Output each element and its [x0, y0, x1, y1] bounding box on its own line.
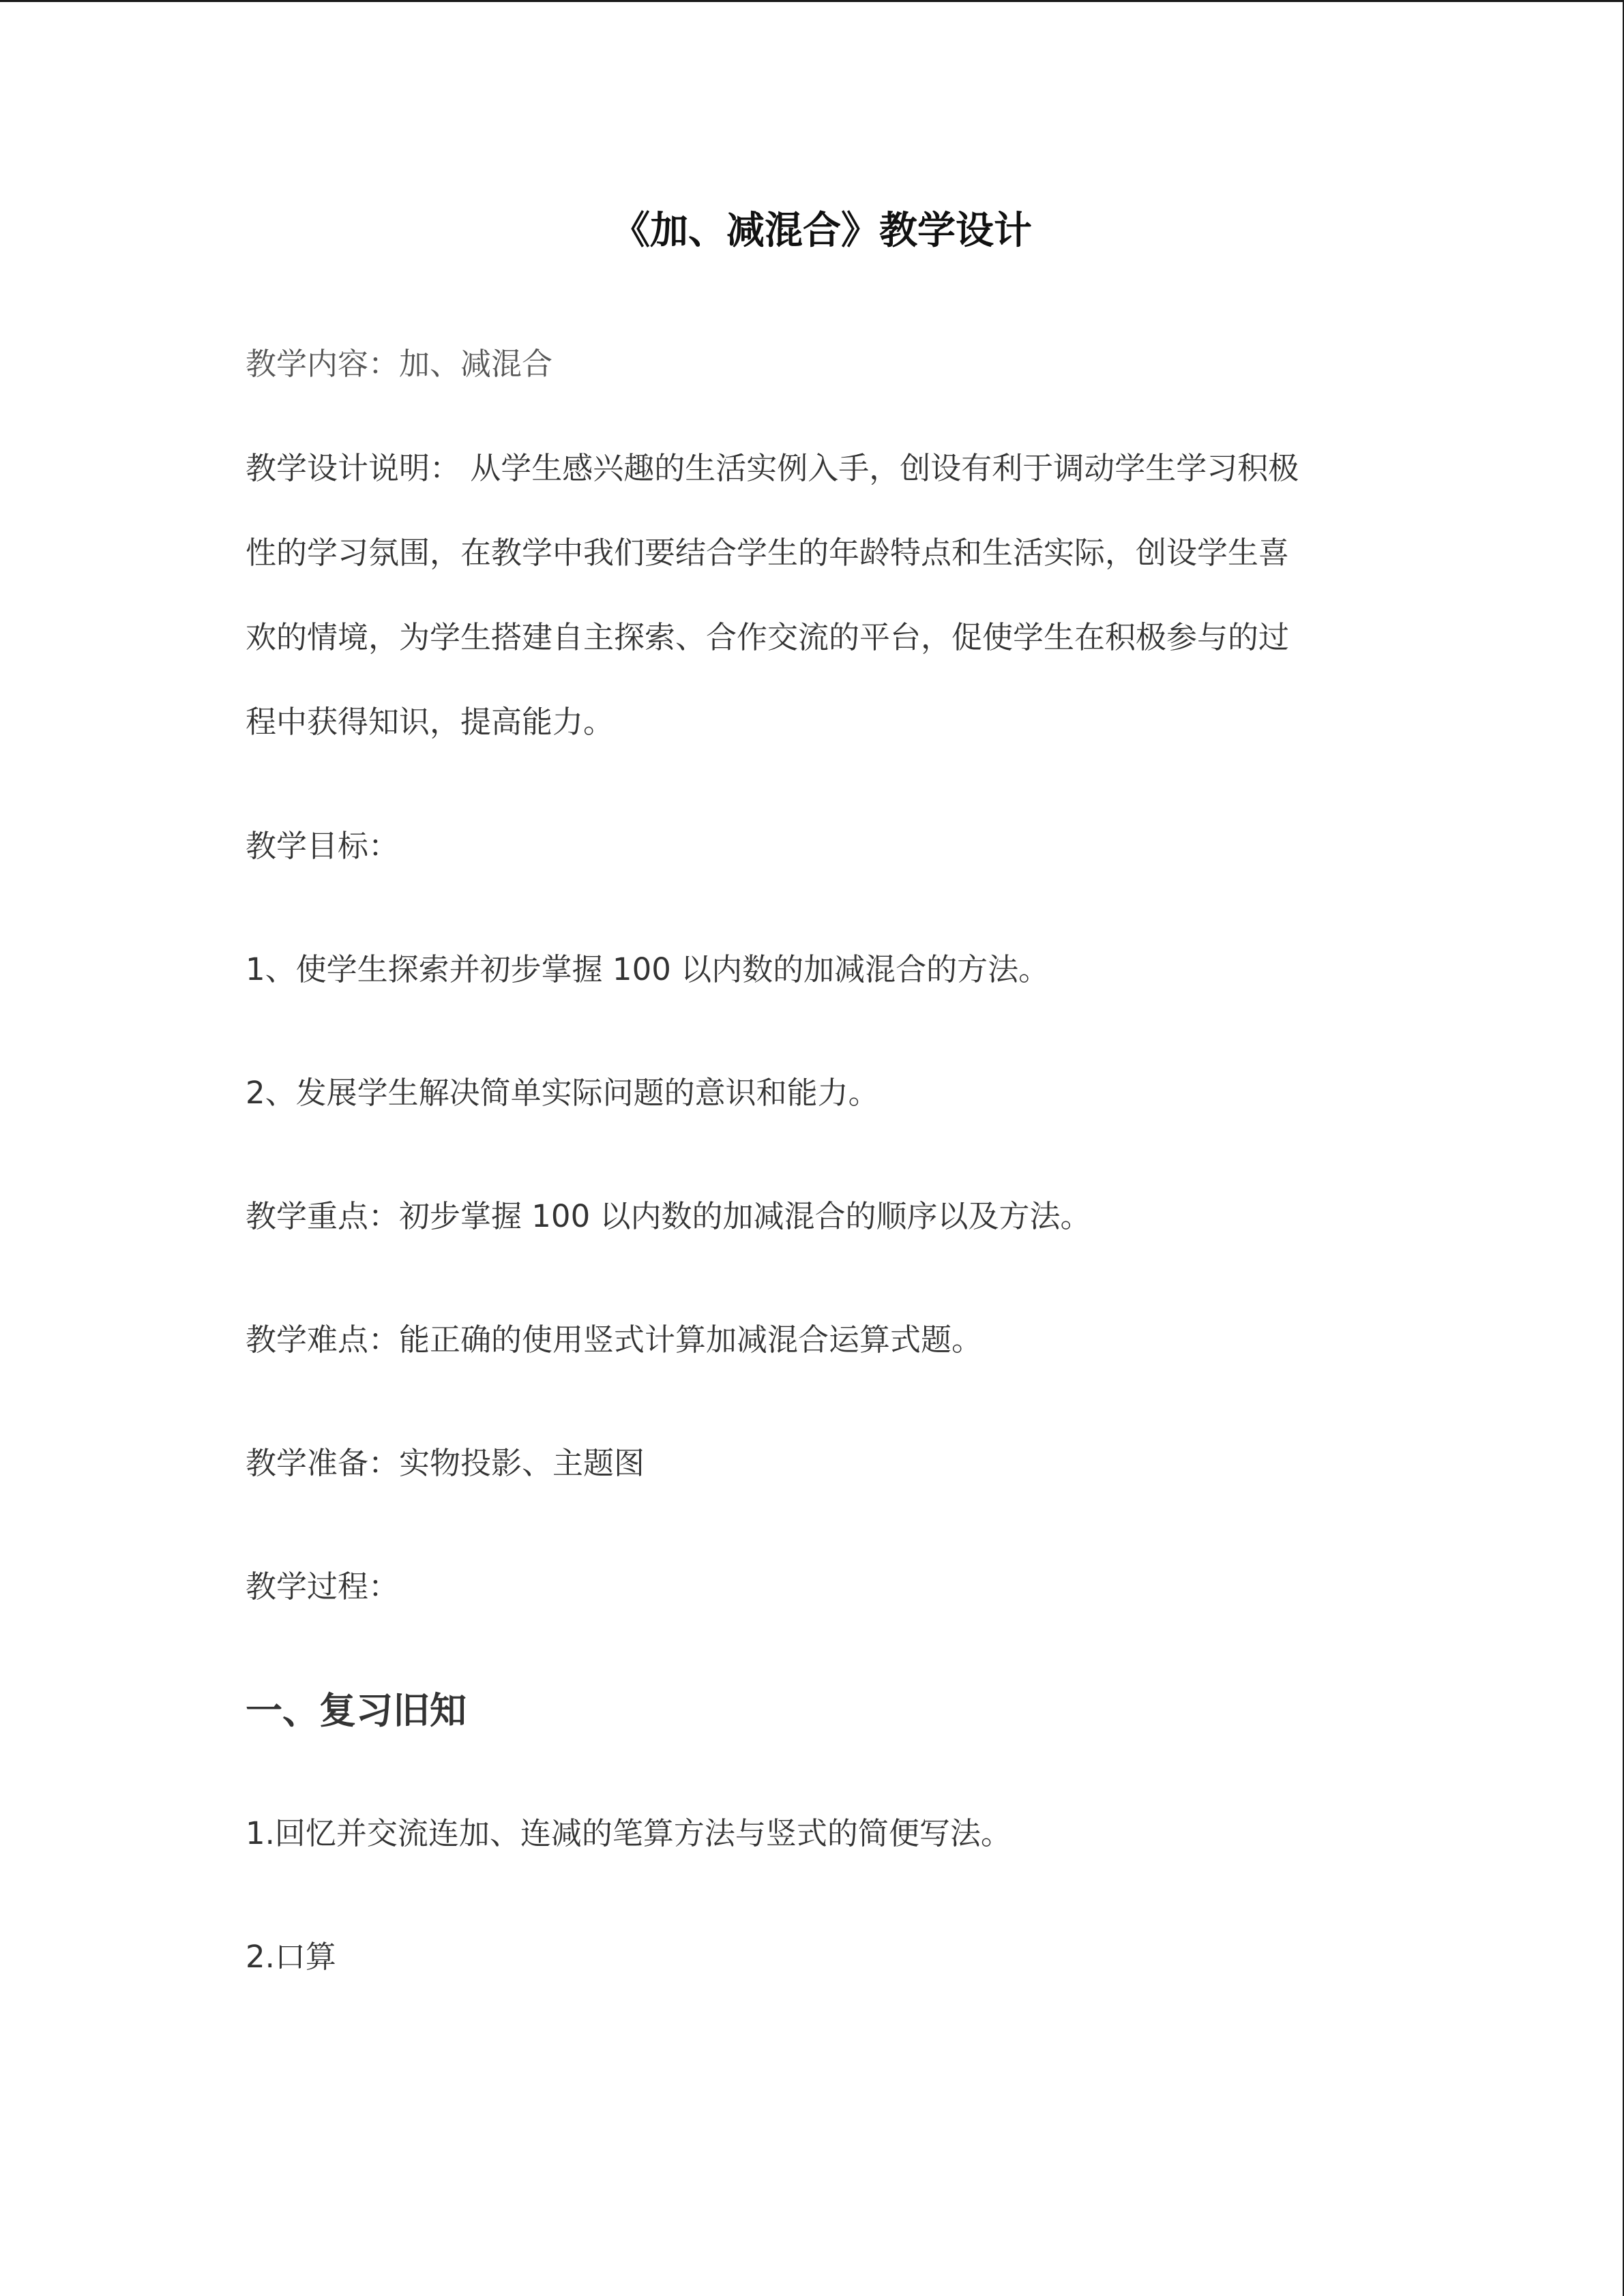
process-step: 2.口算	[246, 1939, 336, 1975]
page-top-border	[0, 0, 1624, 2]
teaching-content-line: 教学内容：加、减混合	[246, 346, 553, 382]
key-point-line: 教学重点：初步掌握 100 以内数的加减混合的顺序以及方法。	[246, 1198, 1091, 1234]
process-label: 教学过程：	[246, 1568, 400, 1605]
objective-item: 2、发展学生解决简单实际问题的意识和能力。	[246, 1075, 879, 1111]
description-line: 程中获得知识，提高能力。	[246, 704, 615, 740]
section-heading: 一、复习旧知	[246, 1689, 467, 1732]
document-title: 《加、减混合》教学设计	[612, 209, 1032, 253]
preparation-line: 教学准备：实物投影、主题图	[246, 1445, 645, 1481]
description-line: 性的学习氛围，在教学中我们要结合学生的年龄特点和生活实际，创设学生喜	[246, 535, 1290, 571]
description-line: 欢的情境，为学生搭建自主探索、合作交流的平台，促使学生在积极参与的过	[246, 619, 1290, 655]
process-step: 1.回忆并交流连加、连减的笔算方法与竖式的简便写法。	[246, 1815, 1012, 1851]
description-line: 教学设计说明： 从学生感兴趣的生活实例入手，创设有利于调动学生学习积极	[246, 450, 1299, 486]
objectives-label: 教学目标：	[246, 828, 400, 864]
objective-item: 1、使学生探索并初步掌握 100 以内数的加减混合的方法。	[246, 951, 1050, 987]
difficulty-line: 教学难点：能正确的使用竖式计算加减混合运算式题。	[246, 1322, 983, 1358]
